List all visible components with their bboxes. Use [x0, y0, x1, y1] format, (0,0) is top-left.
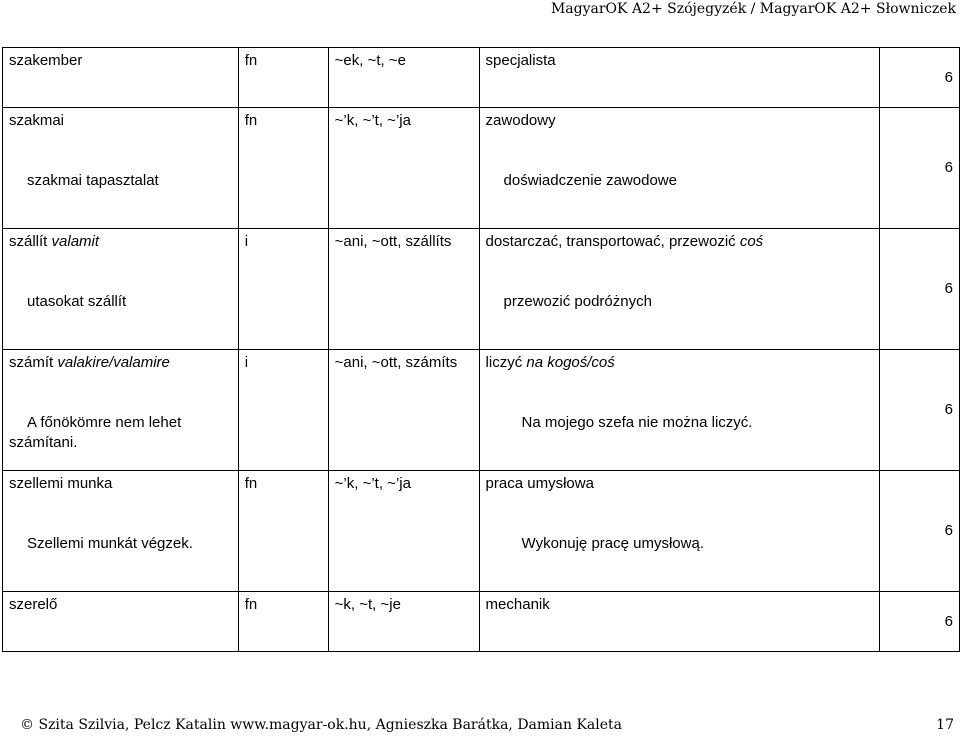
- copyright-text: © Szita Szilvia, Pelcz Katalin www.magyar-ok.hu, Agnieszka Barátka, Damian Kaleta: [20, 717, 622, 733]
- page-number: 17: [936, 717, 954, 733]
- forms-cell: ~ani, ~ott, számíts: [328, 350, 479, 471]
- translation-cell: specjalista: [479, 48, 880, 108]
- word-cell: [3, 108, 239, 229]
- level-cell: 6: [880, 350, 960, 471]
- headword: számít valakire/valamire: [9, 354, 170, 371]
- example-pl: doświadczenie zawodowe: [503, 172, 677, 189]
- pos-cell: fn: [238, 471, 328, 592]
- pos-cell: i: [238, 229, 328, 350]
- forms-cell: ~ani, ~ott, szállíts: [328, 229, 479, 350]
- vocabulary-table: [2, 47, 960, 652]
- translation: zawodowy: [485, 112, 556, 129]
- level-cell: 6: [880, 592, 960, 652]
- translation-cell: [479, 108, 880, 229]
- vocab-row: [3, 48, 960, 108]
- level-cell: 6: [880, 48, 960, 108]
- translation: dostarczać, transportować, przewozić coś: [485, 233, 764, 250]
- level-cell: 6: [880, 108, 960, 229]
- example-hu: szakmai tapasztalat: [27, 172, 159, 189]
- word-cell: [3, 350, 239, 471]
- example-pl: Na mojego szefa nie można liczyć.: [521, 414, 753, 431]
- translation: liczyć na kogoś/coś: [485, 354, 615, 371]
- pos-cell: fn: [238, 592, 328, 652]
- headword: szellemi munka: [9, 475, 113, 492]
- page-footer: [20, 716, 954, 734]
- vocab-row: [3, 592, 960, 652]
- page-header: MagyarOK A2+ Szójegyzék / MagyarOK A2+ Słowniczek: [550, 1, 956, 17]
- word-cell: [3, 229, 239, 350]
- forms-cell: ~ek, ~t, ~e: [328, 48, 479, 108]
- vocab-row: [3, 350, 960, 471]
- headword: szállít valamit: [9, 233, 100, 250]
- forms-cell: ~’k, ~’t, ~’ja: [328, 108, 479, 229]
- translation-cell: mechanik: [479, 592, 880, 652]
- translation-cell: [479, 350, 880, 471]
- translation-cell: [479, 471, 880, 592]
- translation: praca umysłowa: [485, 475, 594, 492]
- level-cell: 6: [880, 229, 960, 350]
- word-cell: szerelő: [3, 592, 239, 652]
- example-pl: przewozić podróżnych: [503, 293, 652, 310]
- pos-cell: fn: [238, 108, 328, 229]
- example-hu: A főnökömre nem lehet számítani.: [9, 414, 182, 451]
- example-hu: utasokat szállít: [27, 293, 127, 310]
- pos-cell: i: [238, 350, 328, 471]
- headword: szakmai: [9, 112, 65, 129]
- level-cell: 6: [880, 471, 960, 592]
- vocab-row: [3, 229, 960, 350]
- translation-cell: [479, 229, 880, 350]
- pos-cell: fn: [238, 48, 328, 108]
- forms-cell: ~’k, ~’t, ~’ja: [328, 471, 479, 592]
- word-cell: szakember: [3, 48, 239, 108]
- forms-cell: ~k, ~t, ~je: [328, 592, 479, 652]
- word-cell: [3, 471, 239, 592]
- vocab-row: [3, 471, 960, 592]
- vocab-row: [3, 108, 960, 229]
- example-hu: Szellemi munkát végzek.: [27, 535, 193, 552]
- example-pl: Wykonuję pracę umysłową.: [521, 535, 704, 552]
